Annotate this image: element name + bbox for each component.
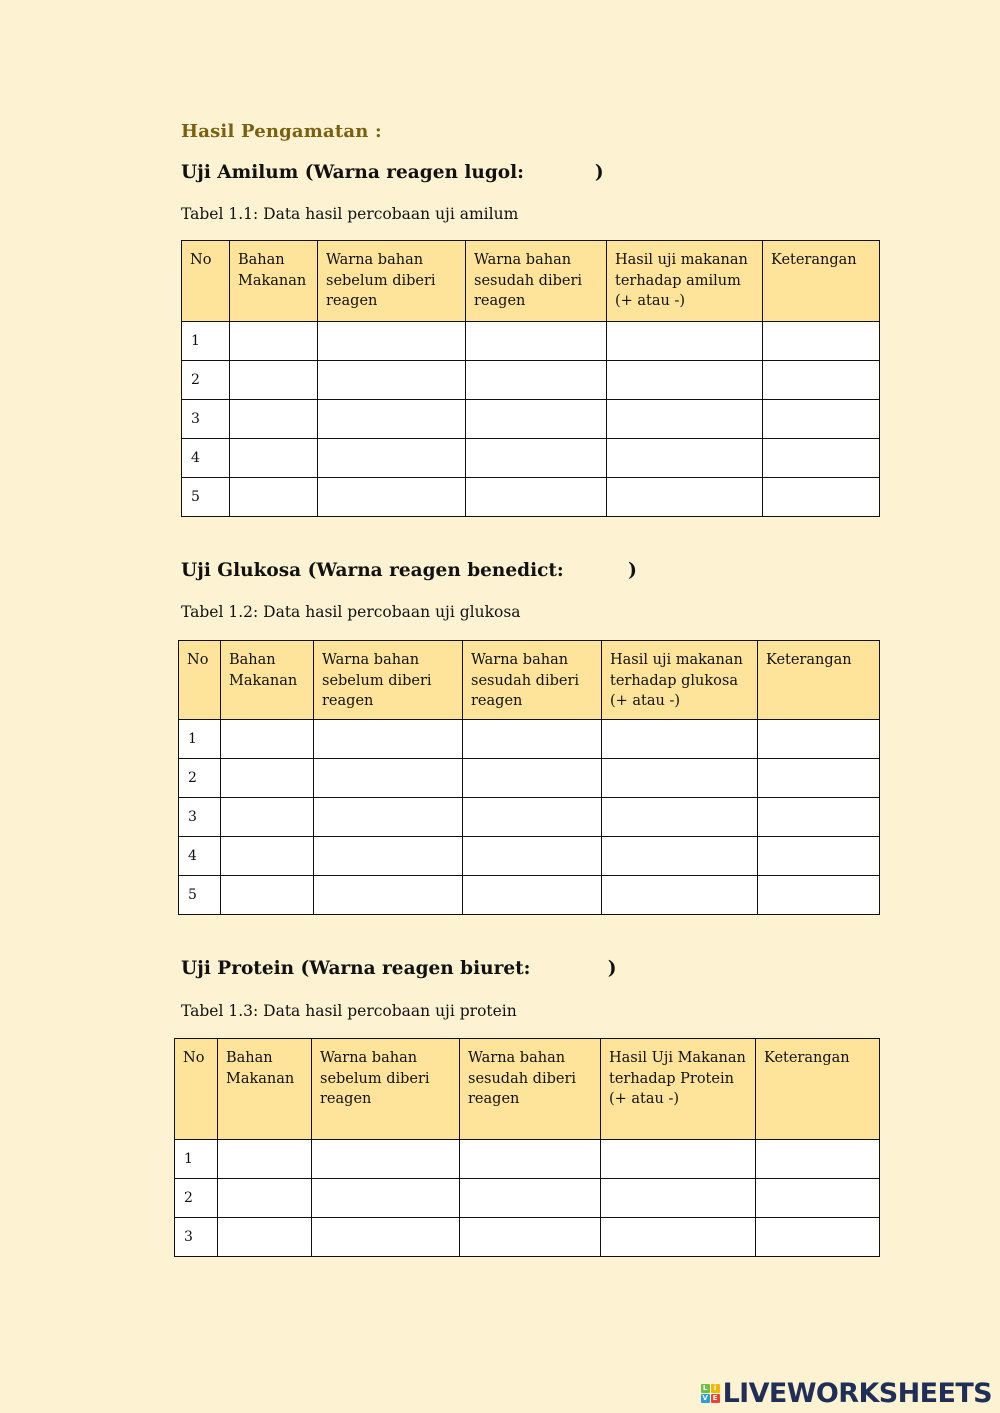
cell-input[interactable] (607, 478, 763, 517)
logo-tile: E (711, 1394, 720, 1403)
cell-input[interactable] (221, 798, 314, 837)
header-keterangan: Keterangan (756, 1039, 880, 1140)
cell-input[interactable] (758, 798, 880, 837)
cell-input[interactable] (314, 837, 463, 876)
logo-tile: V (702, 1393, 708, 1402)
cell-input[interactable] (758, 837, 880, 876)
header-hasil: Hasil uji makanan terhadap amilum (+ atau -) (607, 241, 763, 322)
table-row (179, 798, 880, 837)
table-row (179, 720, 880, 759)
table-row (182, 361, 880, 400)
header-sebelum: Warna bahan sebelum diberi reagen (314, 641, 463, 720)
table-caption-protein: Tabel 1.3: Data hasil percobaan uji protein (181, 1002, 517, 1020)
cell-input[interactable] (463, 720, 602, 759)
cell-input[interactable] (314, 876, 463, 915)
section-title-amilum: Uji Amilum (Warna reagen lugol: ) (181, 162, 604, 183)
cell-input[interactable] (756, 1179, 880, 1218)
cell-input[interactable] (607, 361, 763, 400)
liveworksheets-logo[interactable] (701, 1378, 992, 1408)
header-sebelum: Warna bahan sebelum diberi reagen (312, 1039, 460, 1140)
cell-input[interactable] (758, 876, 880, 915)
row-number: 1 (175, 1140, 218, 1179)
cell-input[interactable] (463, 837, 602, 876)
table-caption-glukosa: Tabel 1.2: Data hasil percobaan uji glukosa (181, 603, 521, 621)
liveworksheets-icon (701, 1384, 720, 1403)
cell-input[interactable] (460, 1140, 601, 1179)
header-keterangan: Keterangan (758, 641, 880, 720)
header-sebelum: Warna bahan sebelum diberi reagen (318, 241, 466, 322)
cell-input[interactable] (318, 322, 466, 361)
cell-input[interactable] (601, 1218, 756, 1257)
row-number: 5 (179, 876, 221, 915)
header-keterangan: Keterangan (763, 241, 880, 322)
cell-input[interactable] (463, 876, 602, 915)
table-header-row (175, 1039, 880, 1140)
table-protein (174, 1038, 880, 1257)
cell-input[interactable] (318, 361, 466, 400)
header-hasil: Hasil Uji Makanan terhadap Protein (+ atau -) (601, 1039, 756, 1140)
logo-tile: L (701, 1384, 710, 1393)
cell-input[interactable] (218, 1179, 312, 1218)
table-row (182, 322, 880, 361)
cell-input[interactable] (466, 478, 607, 517)
cell-input[interactable] (756, 1218, 880, 1257)
cell-input[interactable] (230, 439, 318, 478)
cell-input[interactable] (602, 798, 758, 837)
row-number: 3 (175, 1218, 218, 1257)
cell-input[interactable] (763, 478, 880, 517)
table-glukosa (178, 640, 880, 915)
row-number: 2 (182, 361, 230, 400)
header-no: No (182, 241, 230, 322)
cell-input[interactable] (463, 798, 602, 837)
cell-input[interactable] (607, 400, 763, 439)
row-number: 1 (182, 322, 230, 361)
cell-input[interactable] (758, 720, 880, 759)
cell-input[interactable] (763, 439, 880, 478)
cell-input[interactable] (230, 400, 318, 439)
row-number: 4 (182, 439, 230, 478)
table-row (182, 400, 880, 439)
cell-input[interactable] (314, 798, 463, 837)
row-number: 4 (179, 837, 221, 876)
table-row (179, 837, 880, 876)
row-number: 3 (179, 798, 221, 837)
header-sesudah: Warna bahan sesudah diberi reagen (460, 1039, 601, 1140)
header-no: No (175, 1039, 218, 1140)
header-bahan: Bahan Makanan (230, 241, 318, 322)
table-row (179, 759, 880, 798)
cell-input[interactable] (758, 759, 880, 798)
section-title-protein: Uji Protein (Warna reagen biuret: ) (181, 958, 617, 979)
section-title-glukosa: Uji Glukosa (Warna reagen benedict: ) (181, 560, 637, 581)
table-row (175, 1140, 880, 1179)
cell-input[interactable] (607, 322, 763, 361)
cell-input[interactable] (221, 876, 314, 915)
table-row (182, 478, 880, 517)
header-sesudah: Warna bahan sesudah diberi reagen (466, 241, 607, 322)
cell-input[interactable] (460, 1218, 601, 1257)
cell-input[interactable] (763, 400, 880, 439)
cell-input[interactable] (601, 1179, 756, 1218)
cell-input[interactable] (463, 759, 602, 798)
row-number: 5 (182, 478, 230, 517)
cell-input[interactable] (756, 1140, 880, 1179)
cell-input[interactable] (466, 400, 607, 439)
row-number: 2 (179, 759, 221, 798)
cell-input[interactable] (460, 1179, 601, 1218)
cell-input[interactable] (230, 322, 318, 361)
cell-input[interactable] (312, 1140, 460, 1179)
cell-input[interactable] (602, 837, 758, 876)
cell-input[interactable] (230, 478, 318, 517)
header-hasil: Hasil uji makanan terhadap glukosa (+ atau -) (602, 641, 758, 720)
cell-input[interactable] (221, 759, 314, 798)
cell-input[interactable] (318, 478, 466, 517)
cell-input[interactable] (763, 361, 880, 400)
header-bahan: Bahan Makanan (218, 1039, 312, 1140)
cell-input[interactable] (230, 361, 318, 400)
cell-input[interactable] (602, 876, 758, 915)
header-bahan: Bahan Makanan (221, 641, 314, 720)
table-row (182, 439, 880, 478)
cell-input[interactable] (601, 1140, 756, 1179)
cell-input[interactable] (312, 1179, 460, 1218)
table-row (175, 1179, 880, 1218)
cell-input[interactable] (466, 322, 607, 361)
header-no: No (179, 641, 221, 720)
page-heading: Hasil Pengamatan : (181, 121, 382, 142)
logo-tile: i (711, 1384, 720, 1393)
cell-input[interactable] (312, 1218, 460, 1257)
table-header-row (182, 241, 880, 322)
cell-input[interactable] (466, 439, 607, 478)
cell-input[interactable] (314, 759, 463, 798)
row-number: 2 (175, 1179, 218, 1218)
cell-input[interactable] (314, 720, 463, 759)
table-header-row (179, 641, 880, 720)
cell-input[interactable] (218, 1140, 312, 1179)
cell-input[interactable] (221, 837, 314, 876)
cell-input[interactable] (221, 720, 314, 759)
cell-input[interactable] (318, 439, 466, 478)
brand-name: LIVEWORKSHEETS (722, 1377, 992, 1409)
cell-input[interactable] (602, 720, 758, 759)
cell-input[interactable] (607, 439, 763, 478)
cell-input[interactable] (466, 361, 607, 400)
table-row (175, 1218, 880, 1257)
table-amilum (181, 240, 880, 517)
cell-input[interactable] (218, 1218, 312, 1257)
row-number: 3 (182, 400, 230, 439)
cell-input[interactable] (602, 759, 758, 798)
cell-input[interactable] (763, 322, 880, 361)
row-number: 1 (179, 720, 221, 759)
cell-input[interactable] (318, 400, 466, 439)
header-sesudah: Warna bahan sesudah diberi reagen (463, 641, 602, 720)
table-caption-amilum: Tabel 1.1: Data hasil percobaan uji amilum (181, 205, 519, 223)
table-row (179, 876, 880, 915)
